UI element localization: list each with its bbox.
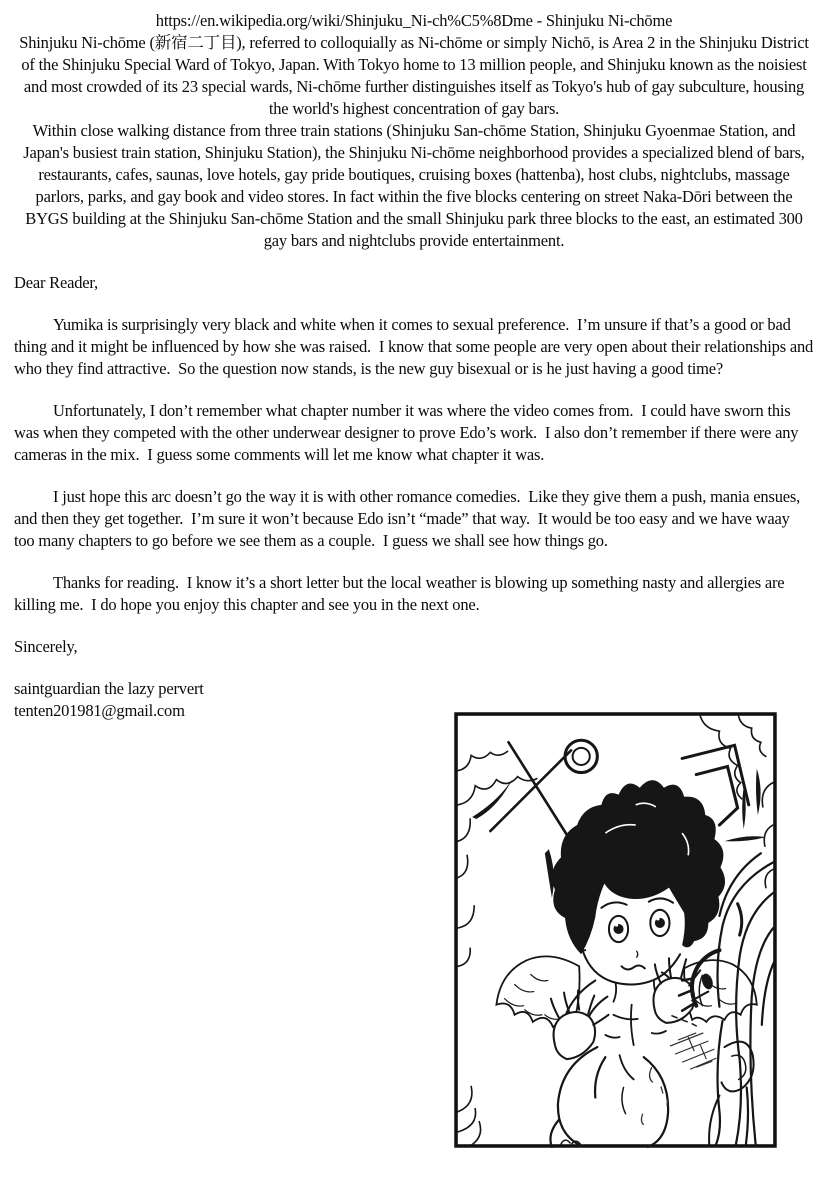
closing: Sincerely, — [14, 637, 78, 656]
salutation: Dear Reader, — [14, 273, 98, 292]
wikipedia-excerpt — [14, 10, 814, 252]
letter-paragraph-4: Thanks for reading. I know it’s a short letter but the local weather is blowing up something nasty and allergies are killing me. I do hope you enjoy this chapter and see you in the next one. — [14, 573, 789, 614]
wikipedia-paragraph-1: Shinjuku Ni-chōme (新宿二丁目), referred to colloquially as Ni-chōme or simply Nichō, is Area 2 in the Shinjuku District of the Shinjuku Special Ward of Tokyo, Japan. With Tokyo home to 13 million people, and Shinjuku known as the noisiest and most crowded of its 23 special wards, Ni-chōme further distinguishes itself as Tokyo's hub of gay subculture, housing the world's highest concentration of gay bars. — [19, 33, 809, 118]
letter-paragraph-2: Unfortunately, I don’t remember what chapter number it was where the video comes from. I could have sworn this was when they competed with the other underwear designer to prove Edo’s work. I also don’t remember if there were any cameras in the mix. I guess some comments will let me know what chapter it was. — [14, 401, 803, 464]
letter-paragraph-3: I just hope this arc doesn’t go the way it is with other romance comedies. Like they give them a push, mania ensues, and then they get together. I’m sure it won’t because Edo isn’t “made” that way. It would be too easy and we have waay too many chapters to go before we see them as a couple. I guess we shall see how things go. — [14, 487, 804, 550]
letter-paragraph-1: Yumika is surprisingly very black and white when it comes to sexual preference. I’m unsure if that’s a good or bad thing and it might be influenced by how she was raised. I know that some people are very open about their relationships and who they find attractive. So the question now stands, is the new guy bisexual or is he just having a good time? — [14, 315, 818, 378]
reader-letter — [14, 272, 818, 722]
manga-illustration — [454, 712, 777, 1148]
wikipedia-paragraph-2: Within close walking distance from three train stations (Shinjuku San-chōme Station, Shinjuku Gyoenmae Station, and Japan's busiest train station, Shinjuku Station), the Shinjuku Ni-chōme neighborhood provides a specialized blend of bars, restaurants, cafes, saunas, love hotels, gay pride boutiques, cruising boxes (hattenba), host clubs, nightclubs, massage parlors, parks, and gay book and video stores. In fact within the five blocks centering on street Naka-Dōri between the BYGS building at the Shinjuku San-chōme Station and the small Shinjuku park three blocks to the east, an estimated 300 gay bars and nightclubs provide entertainment. — [23, 121, 805, 250]
wikipedia-url-line: https://en.wikipedia.org/wiki/Shinjuku_Ni-ch%C5%8Dme - Shinjuku Ni-chōme — [155, 11, 673, 30]
signature-email: tenten201981@gmail.com — [14, 701, 185, 720]
signature-name: saintguardian the lazy pervert — [14, 679, 204, 698]
